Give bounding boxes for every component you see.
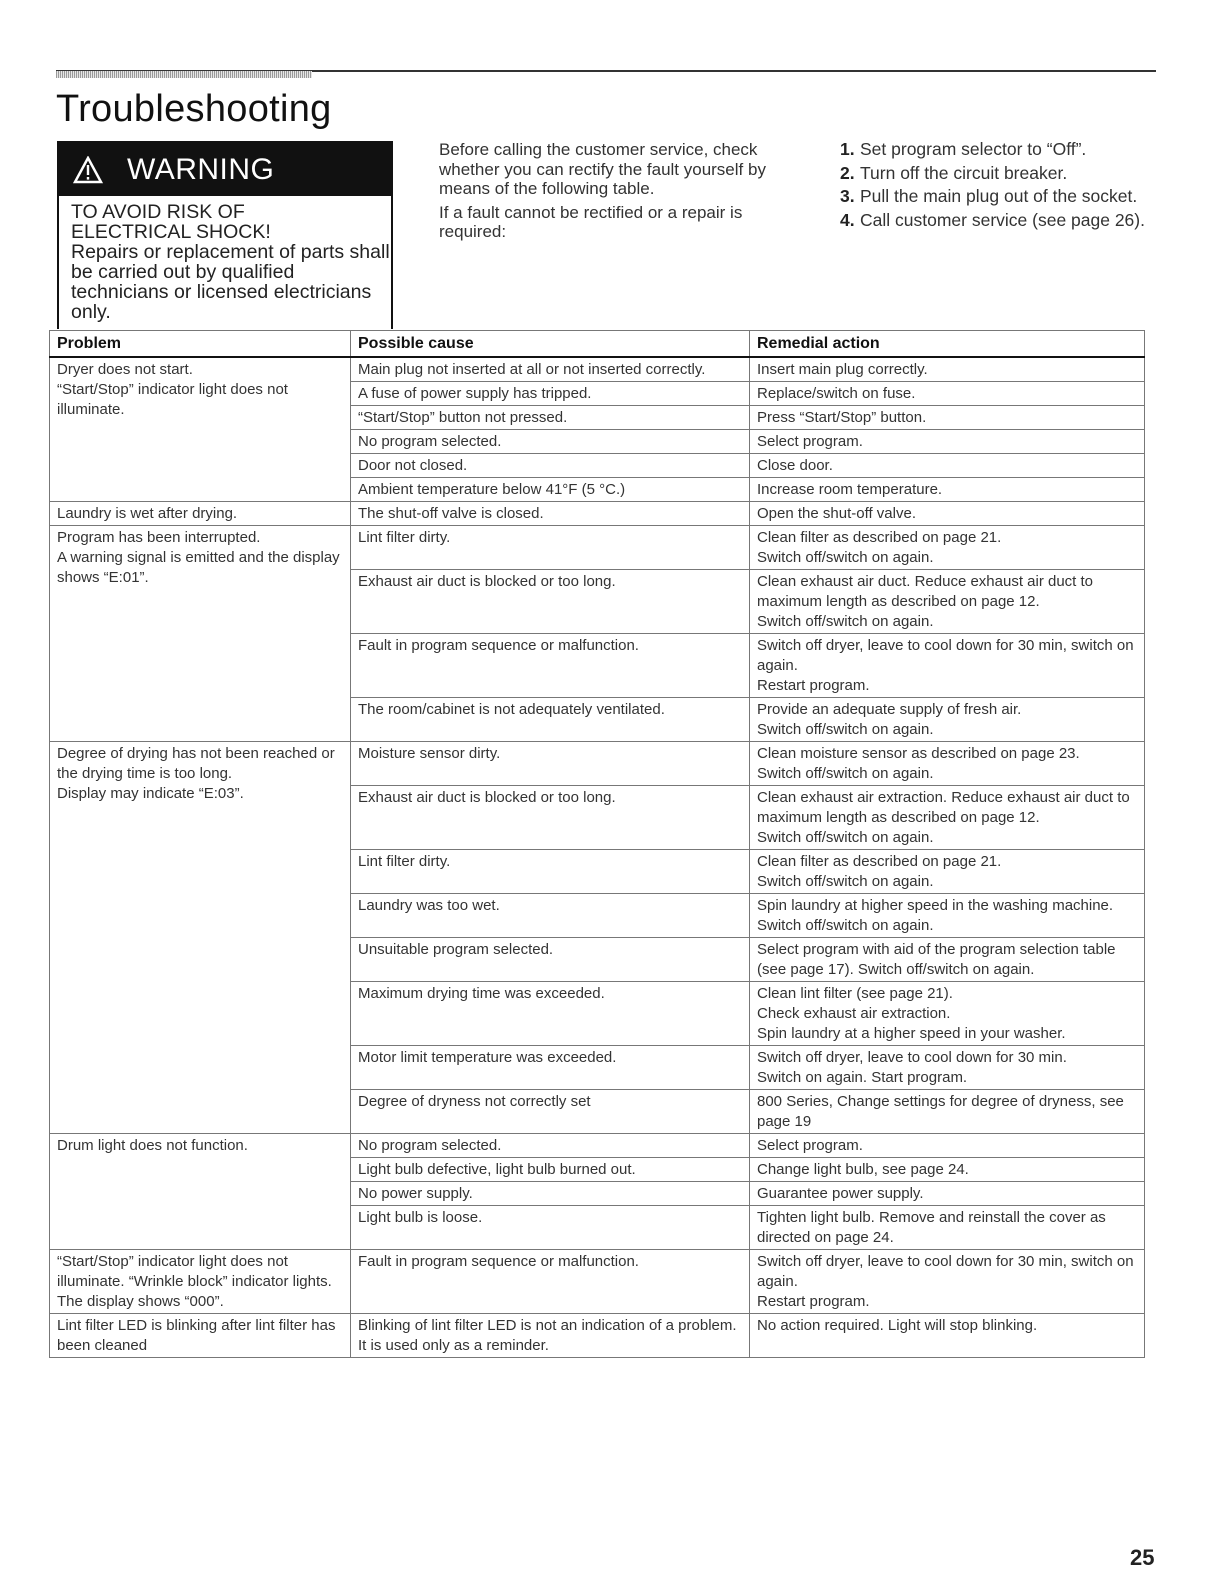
action-cell [750, 938, 1145, 982]
cause-cell [351, 938, 750, 982]
step-number: 2. [840, 162, 855, 183]
cause-cell [351, 1134, 750, 1158]
action-cell [750, 1250, 1145, 1314]
action-cell [750, 634, 1145, 698]
step-number: 1. [840, 139, 855, 159]
action-text: Switch on again. Start program. [757, 1069, 968, 1086]
cause-cell [351, 478, 750, 502]
cause-cell [351, 1314, 750, 1358]
cause-text: Light bulb is loose. [358, 1209, 483, 1226]
intro-paragraph: Before calling the customer service, check whether you can rectify the fault yourself by means of the following table. [439, 140, 766, 198]
action-text: Insert main plug correctly. [757, 361, 928, 378]
cause-text: Maximum drying time was exceeded. [358, 985, 605, 1002]
action-text: Clean exhaust air extraction. Reduce exhaust air duct to maximum length as described on page 12. [757, 789, 1130, 826]
action-text: Switch off/switch on again. [757, 549, 934, 566]
table-row [50, 526, 1145, 570]
table-row [50, 357, 1145, 382]
cause-cell [351, 1182, 750, 1206]
cause-cell [351, 357, 750, 382]
warning-body [59, 196, 391, 322]
action-cell [750, 982, 1145, 1046]
cause-text: The shut-off valve is closed. [358, 505, 544, 522]
action-text: Tighten light bulb. Remove and reinstall the cover as directed on page 24. [757, 1209, 1106, 1246]
action-text: Restart program. [757, 677, 870, 694]
cause-text: Lint filter dirty. [358, 853, 451, 870]
problem-text: “Start/Stop” indicator light does not illuminate. [57, 381, 288, 418]
action-text: Check exhaust air extraction. [757, 1005, 951, 1022]
action-cell [750, 454, 1145, 478]
page-title: Troubleshooting [56, 88, 332, 130]
action-cell [750, 1206, 1145, 1250]
action-cell [750, 786, 1145, 850]
step-text: Turn off the circuit breaker. [860, 162, 1068, 183]
problem-cell [50, 357, 351, 502]
action-cell [750, 1046, 1145, 1090]
cause-cell [351, 382, 750, 406]
action-text: Switch off/switch on again. [757, 829, 934, 846]
action-text: Change light bulb, see page 24. [757, 1161, 969, 1178]
action-text: Increase room temperature. [757, 481, 943, 498]
table-row [50, 1134, 1145, 1158]
problem-cell [50, 502, 351, 526]
cause-cell [351, 570, 750, 634]
action-cell [750, 526, 1145, 570]
problem-text: Lint filter LED is blinking after lint filter has been cleaned [57, 1317, 336, 1354]
action-text: Restart program. [757, 1293, 870, 1310]
action-cell [750, 698, 1145, 742]
cause-cell [351, 430, 750, 454]
action-cell [750, 430, 1145, 454]
intro-text [439, 140, 779, 246]
action-text: Guarantee power supply. [757, 1185, 924, 1202]
cause-cell [351, 742, 750, 786]
problem-text: Laundry is wet after drying. [57, 505, 238, 522]
action-cell [750, 406, 1145, 430]
action-text: Switch off/switch on again. [757, 613, 934, 630]
action-text: Switch off/switch on again. [757, 765, 934, 782]
action-text: Select program with aid of the program selection table (see page 17). Switch off/switch on again. [757, 941, 1116, 978]
step-item [840, 211, 1150, 231]
table-row [50, 502, 1145, 526]
problem-text: Program has been interrupted. [57, 529, 261, 546]
cause-cell [351, 1090, 750, 1134]
action-cell [750, 570, 1145, 634]
action-text: Switch off dryer, leave to cool down for 30 min, switch on again. [757, 637, 1134, 674]
action-cell [750, 382, 1145, 406]
warning-triangle-icon [73, 156, 103, 184]
action-text: 800 Series, Change settings for degree of dryness, see page 19 [757, 1093, 1124, 1130]
cause-cell [351, 982, 750, 1046]
cause-text: Exhaust air duct is blocked or too long. [358, 573, 616, 590]
action-text: Clean lint filter (see page 21). [757, 985, 953, 1002]
action-text: Switch off/switch on again. [757, 721, 934, 738]
column-header-action: Remedial action [750, 331, 1145, 358]
cause-text: No program selected. [358, 1137, 502, 1154]
cause-text: The room/cabinet is not adequately ventilated. [358, 701, 665, 718]
action-text: Open the shut-off valve. [757, 505, 916, 522]
step-number: 3. [840, 186, 855, 206]
problem-cell [50, 1314, 351, 1358]
steps-list [840, 140, 1150, 234]
cause-cell [351, 786, 750, 850]
cause-text: Exhaust air duct is blocked or too long. [358, 789, 616, 806]
problem-text: “Start/Stop” indicator light does not illuminate. “Wrinkle block” indicator lights. [57, 1253, 332, 1290]
cause-text: No program selected. [358, 433, 502, 450]
problem-cell [50, 1134, 351, 1250]
action-cell [750, 357, 1145, 382]
action-cell [750, 1314, 1145, 1358]
action-cell [750, 894, 1145, 938]
cause-cell [351, 850, 750, 894]
action-cell [750, 1158, 1145, 1182]
action-cell [750, 1182, 1145, 1206]
cause-cell [351, 406, 750, 430]
cause-text: Laundry was too wet. [358, 897, 500, 914]
cause-cell [351, 698, 750, 742]
cause-text: A fuse of power supply has tripped. [358, 385, 592, 402]
troubleshooting-table [49, 330, 1145, 1358]
cause-text: Moisture sensor dirty. [358, 745, 501, 762]
action-text: No action required. Light will stop blinking. [757, 1317, 1038, 1334]
intro-paragraph: If a fault cannot be rectified or a repair is required: [439, 202, 743, 241]
step-item [840, 187, 1150, 207]
cause-text: Motor limit temperature was exceeded. [358, 1049, 617, 1066]
cause-text: “Start/Stop” button not pressed. [358, 409, 568, 426]
action-cell [750, 1134, 1145, 1158]
warning-line: Repairs or replacement of parts shall be carried out by qualified technicians or licensed electricians only. [71, 241, 390, 323]
cause-text: Blinking of lint filter LED is not an indication of a problem. It is used only as a reminder. [358, 1317, 737, 1354]
action-text: Close door. [757, 457, 833, 474]
action-text: Clean exhaust air duct. Reduce exhaust air duct to maximum length as described on page 12. [757, 573, 1094, 610]
action-text: Spin laundry at a higher speed in your washer. [757, 1025, 1066, 1042]
cause-cell [351, 526, 750, 570]
action-text: Press “Start/Stop” button. [757, 409, 927, 426]
action-text: Replace/switch on fuse. [757, 385, 916, 402]
cause-cell [351, 502, 750, 526]
action-text: Switch off dryer, leave to cool down for 30 min, switch on again. [757, 1253, 1134, 1290]
step-item [840, 140, 1150, 160]
action-cell [750, 1090, 1145, 1134]
cause-cell [351, 1206, 750, 1250]
warning-line: ELECTRICAL SHOCK! [71, 221, 271, 243]
cause-text: Light bulb defective, light bulb burned out. [358, 1161, 636, 1178]
table-header-row [50, 331, 1145, 358]
cause-text: Main plug not inserted at all or not inserted correctly. [358, 361, 706, 378]
action-text: Clean moisture sensor as described on page 23. [757, 745, 1080, 762]
step-text: Call customer service (see page 26). [860, 209, 1145, 230]
action-text: Switch off dryer, leave to cool down for 30 min. [757, 1049, 1067, 1066]
action-cell [750, 478, 1145, 502]
problem-text: Dryer does not start. [57, 361, 193, 378]
step-text: Set program selector to “Off”. [860, 139, 1087, 159]
problem-text: A warning signal is emitted and the display shows “E:01”. [57, 549, 340, 586]
cause-text: Door not closed. [358, 457, 468, 474]
cause-text: Fault in program sequence or malfunction. [358, 637, 639, 654]
warning-header [59, 143, 391, 196]
cause-text: Lint filter dirty. [358, 529, 451, 546]
cause-cell [351, 1250, 750, 1314]
problem-text: Display may indicate “E:03”. [57, 785, 244, 802]
problem-text: The display shows “000”. [57, 1293, 224, 1310]
cause-cell [351, 894, 750, 938]
action-text: Select program. [757, 433, 863, 450]
action-text: Select program. [757, 1137, 863, 1154]
problem-cell [50, 1250, 351, 1314]
action-cell [750, 502, 1145, 526]
problem-cell [50, 742, 351, 1134]
column-header-cause: Possible cause [351, 331, 750, 358]
top-rule-hatch [56, 71, 312, 78]
cause-text: Fault in program sequence or malfunction. [358, 1253, 639, 1270]
warning-line: TO AVOID RISK OF [71, 201, 245, 223]
cause-cell [351, 1046, 750, 1090]
action-cell [750, 742, 1145, 786]
problem-text: Drum light does not function. [57, 1137, 248, 1154]
warning-heading: WARNING [127, 152, 275, 186]
problem-cell [50, 526, 351, 742]
cause-cell [351, 1158, 750, 1182]
table-row [50, 1314, 1145, 1358]
action-text: Spin laundry at higher speed in the washing machine. Switch off/switch on again. [757, 897, 1114, 934]
page-number: 25 [1130, 1545, 1155, 1570]
step-number: 4. [840, 209, 855, 230]
warning-box [57, 141, 393, 329]
table-row [50, 742, 1145, 786]
problem-text: Degree of drying has not been reached or the drying time is too long. [57, 745, 335, 782]
action-text: Clean filter as described on page 21. [757, 529, 1002, 546]
table-row [50, 1250, 1145, 1314]
action-text: Provide an adequate supply of fresh air. [757, 701, 1022, 718]
cause-text: Unsuitable program selected. [358, 941, 554, 958]
action-text: Clean filter as described on page 21. [757, 853, 1002, 870]
cause-text: No power supply. [358, 1185, 473, 1202]
action-cell [750, 850, 1145, 894]
action-text: Switch off/switch on again. [757, 873, 934, 890]
cause-cell [351, 634, 750, 698]
column-header-problem: Problem [50, 331, 351, 358]
cause-cell [351, 454, 750, 478]
cause-text: Degree of dryness not correctly set [358, 1093, 591, 1110]
step-item [840, 164, 1150, 184]
step-text: Pull the main plug out of the socket. [860, 186, 1138, 206]
cause-text: Ambient temperature below 41°F (5 °C.) [358, 481, 626, 498]
